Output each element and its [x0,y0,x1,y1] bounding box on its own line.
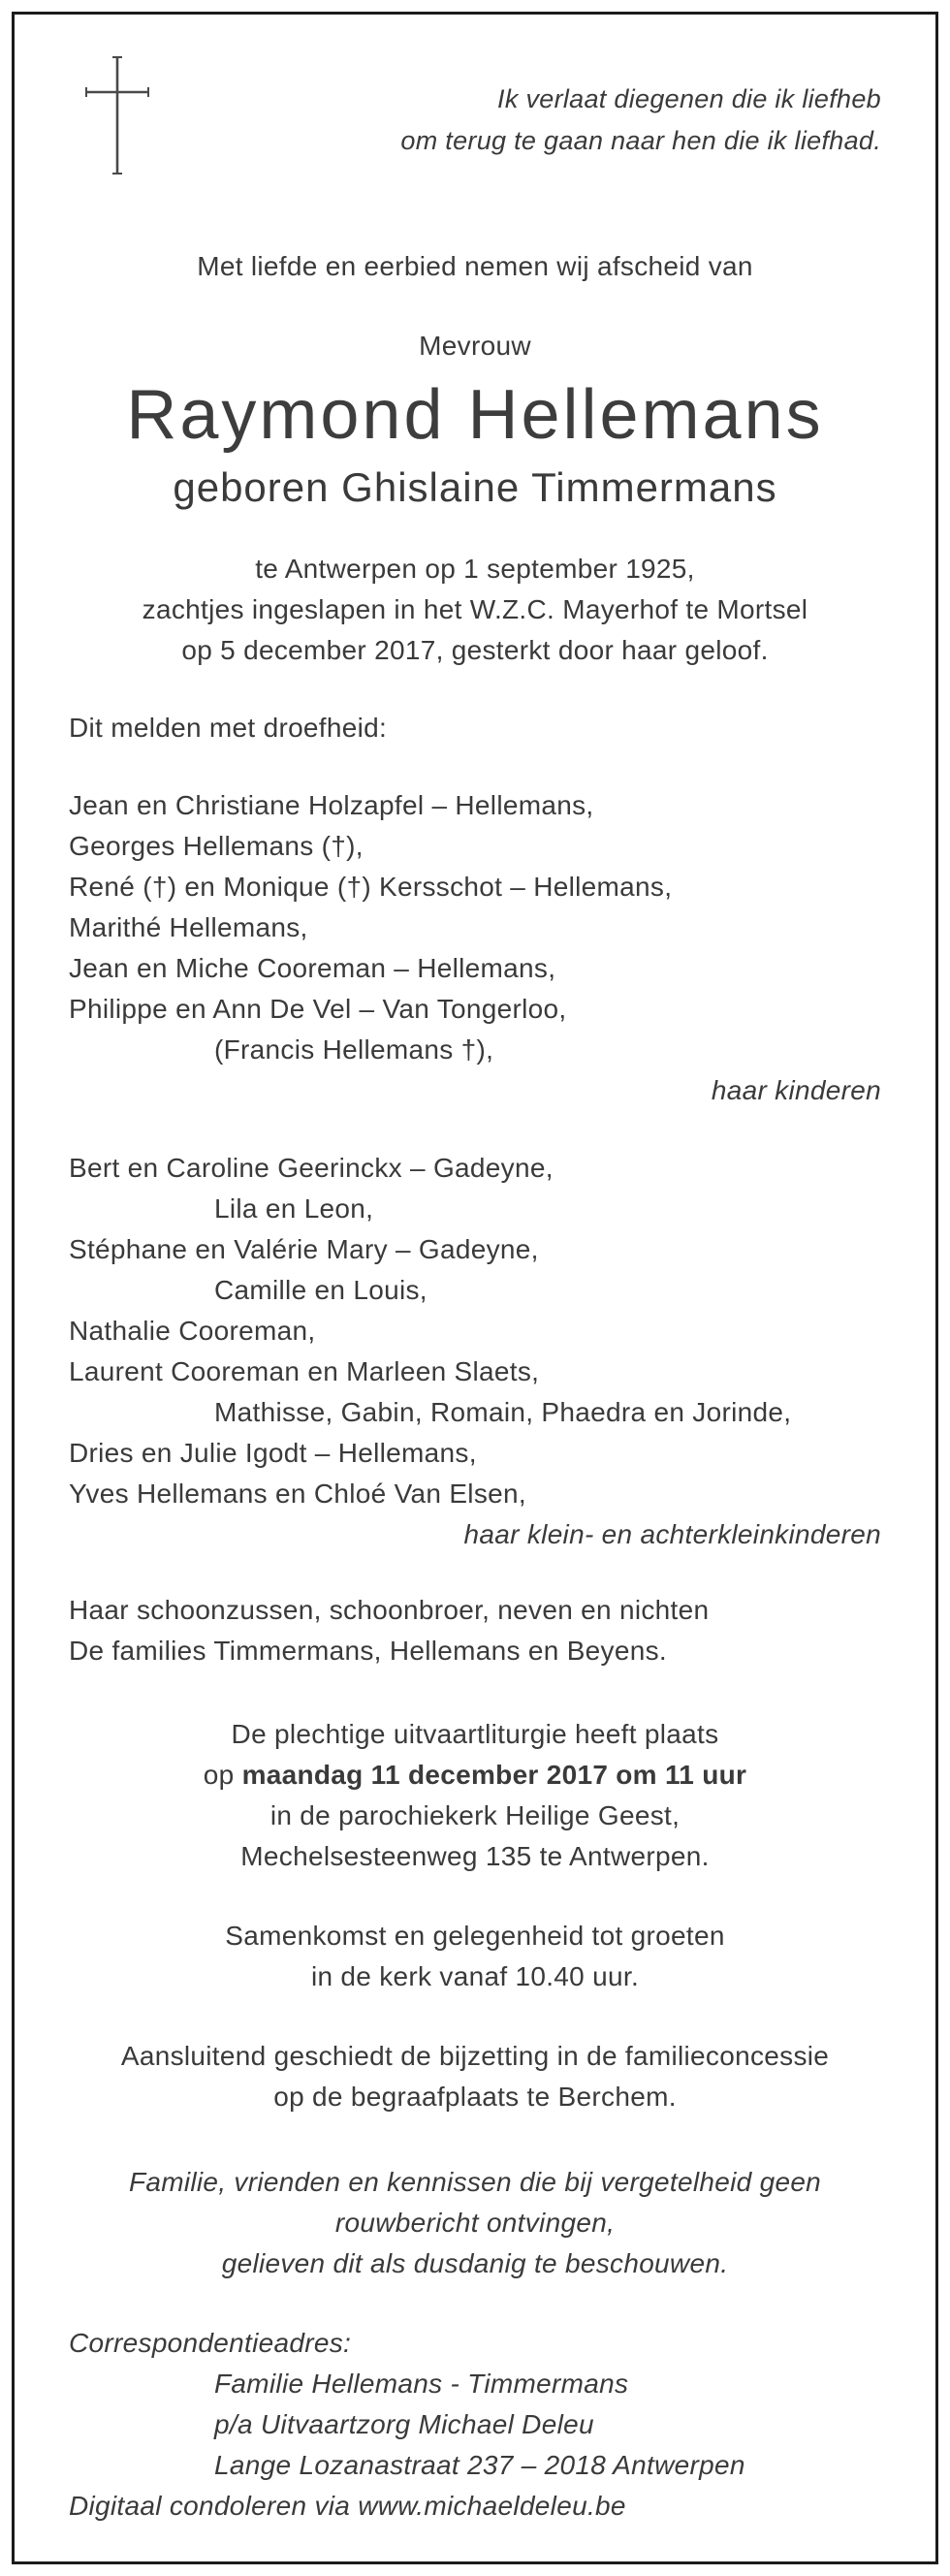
grandchild-line: Stéphane en Valérie Mary – Gadeyne, [69,1234,539,1264]
grandchild-line: Nathalie Cooreman, [69,1316,316,1346]
correspondence-line: p/a Uitvaartzorg Michael Deleu [214,2409,594,2439]
child-line: Marithé Hellemans, [69,912,308,942]
grandchild-line: Bert en Caroline Geerinckx – Gadeyne, [69,1153,554,1183]
burial-line: op de begraafplaats te Berchem. [273,2082,677,2112]
service-line: De plechtige uitvaartliturgie heeft plaats [231,1719,719,1749]
correspondence-line: Familie Hellemans - Timmermans [214,2369,629,2399]
obituary-frame [12,12,938,2564]
grandchildren-caption: haar klein- en achterkleinkinderen [463,1519,881,1549]
relatives-line: Haar schoonzussen, schoonbroer, neven en nichten [69,1595,710,1625]
announcement-line: Dit melden met droefheid: [69,713,388,743]
service-line: Mechelsesteenweg 135 te Antwerpen. [240,1841,710,1871]
correspondence-heading: Correspondentieadres: [69,2328,352,2358]
burial [69,2036,881,2117]
child-line: Philippe en Ann De Vel – Van Tongerloo, [69,994,567,1024]
epigraph-line: Ik verlaat diegenen die ik liefheb [497,84,881,113]
header-row [69,48,881,182]
child-line: (Francis Hellemans †), [214,1034,494,1065]
child-line: René (†) en Monique (†) Kersschot – Hellemans, [69,872,673,902]
grandchild-line: Lila en Leon, [214,1193,374,1224]
children-caption: haar kinderen [711,1075,881,1105]
children-list [69,785,881,1111]
service-line: in de parochiekerk Heilige Geest, [269,1800,681,1830]
life-summary-line: op 5 december 2017, gesterkt door haar geloof. [181,635,769,665]
child-line: Georges Hellemans (†), [69,831,364,861]
relatives-line: De families Timmermans, Hellemans en Beyens. [69,1636,667,1666]
grandchild-line: Dries en Julie Igodt – Hellemans, [69,1438,477,1468]
maiden-name: geboren Ghislaine Timmermans [173,464,777,510]
correspondence [69,2323,881,2527]
apology-line: gelieven dit als dusdanig te beschouwen. [221,2248,729,2278]
apology-note [69,2162,881,2284]
grandchild-line: Mathisse, Gabin, Romain, Phaedra en Jorinde, [214,1397,792,1427]
service-date-prefix: op [203,1760,242,1790]
gathering [69,1916,881,1997]
life-summary [69,549,881,671]
child-line: Jean en Miche Cooreman – Hellemans, [69,953,556,983]
life-summary-line: te Antwerpen op 1 september 1925, [255,554,695,584]
service-date-bold: maandag 11 december 2017 om 11 uur [241,1760,747,1790]
burial-line: Aansluitend geschiedt de bijzetting in de familieconcessie [120,2041,830,2071]
gathering-line: Samenkomst en gelegenheid tot groeten [225,1921,725,1951]
service-details [69,1714,881,1877]
relatives [69,1590,881,1671]
grandchild-line: Laurent Cooreman en Marleen Slaets, [69,1356,540,1386]
correspondence-line: Lange Lozanastraat 237 – 2018 Antwerpen [214,2450,745,2480]
grandchildren-list [69,1148,881,1555]
epigraph-line: om terug te gaan naar hen die ik liefhad. [400,126,881,155]
intro-line: Met liefde en eerbied nemen wij afscheid van [197,251,753,281]
grandchild-line: Yves Hellemans en Chloé Van Elsen, [69,1479,526,1509]
deceased-name: Raymond Hellemans [126,376,824,454]
life-summary-line: zachtjes ingeslapen in het W.Z.C. Mayerhof te Mortsel [142,594,808,624]
honorific: Mevrouw [419,331,531,361]
gathering-line: in de kerk vanaf 10.40 uur. [310,1961,640,1991]
latin-cross-icon [80,53,154,182]
grandchild-line: Camille en Louis, [214,1275,428,1305]
apology-line: Familie, vrienden en kennissen die bij vergetelheid geen [128,2167,822,2197]
service-date-line [69,1755,881,1796]
child-line: Jean en Christiane Holzapfel – Hellemans, [69,790,594,820]
condolence-website: Digitaal condoleren via www.michaeldeleu.be [69,2491,626,2521]
epigraph [400,79,881,162]
apology-line: rouwbericht ontvingen, [334,2208,616,2238]
